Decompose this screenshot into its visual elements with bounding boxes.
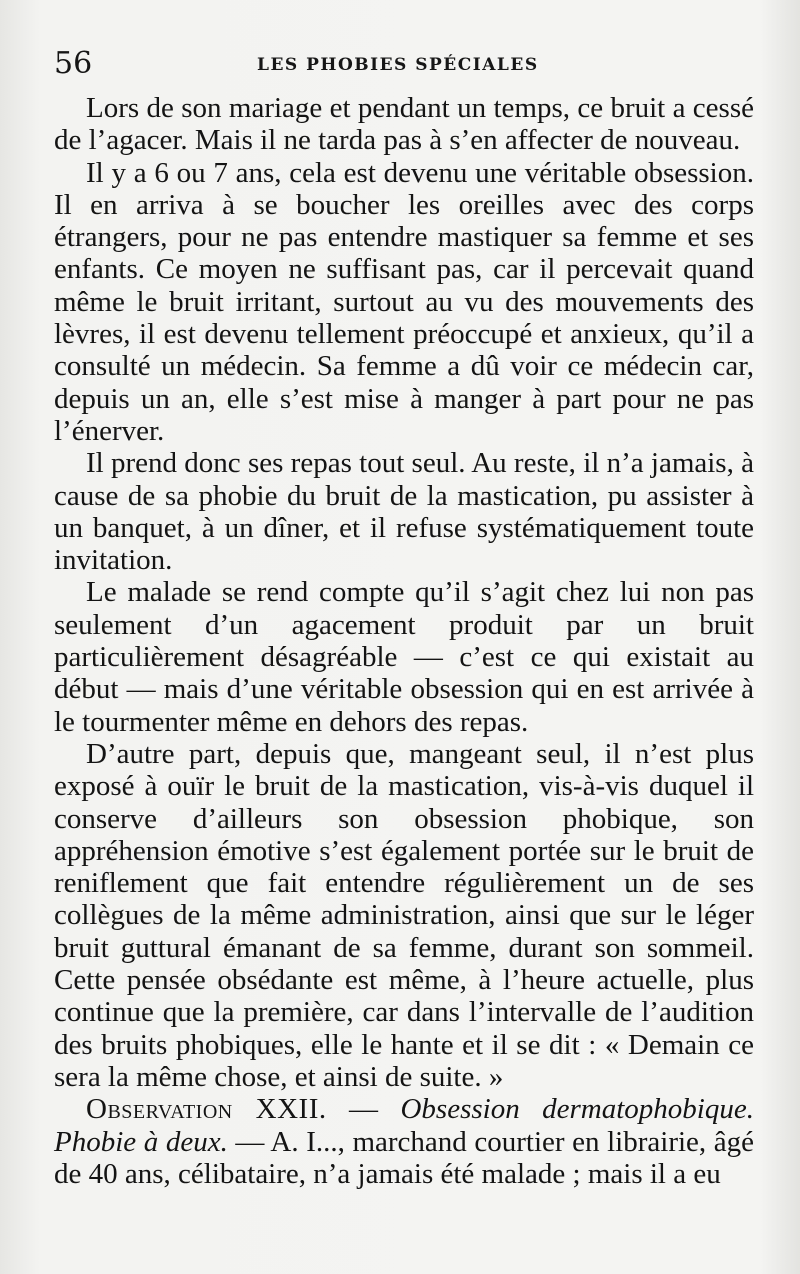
paragraph: Le malade se rend compte qu’il s’agit chez lui non pas seulement d’un agacement produit par un bruit particulièrement désagréable — c’est ce qui existait au début — mais d’une véritable obsession qui en est arrivée à le tourmenter même en dehors des repas. xyxy=(54,576,754,738)
paragraph: D’autre part, depuis que, mangeant seul, il n’est plus exposé à ouïr le bruit de la mastication, vis-à-vis duquel il conserve d’ailleurs son obsession phobique, son appréhension émotive s’est également portée sur le bruit de reniflement que fait entendre régulièrement un de ses collègues de la même administration, ainsi que sur le léger bruit guttural émanant de sa femme, durant son sommeil. Cette pensée obsédante est même, à l’heure actuelle, plus continue que la première, car dans l’intervalle de l’audition des bruits phobiques, elle le hante et il se dit : « Demain ce sera la même chose, et ainsi de suite. » xyxy=(54,737,754,1093)
observation-dash: — xyxy=(326,1093,401,1126)
page-number: 56 xyxy=(54,46,93,81)
running-head xyxy=(54,46,754,82)
observation-label: Observation XXII. xyxy=(86,1093,327,1126)
body-text xyxy=(54,92,754,1190)
observation-text: — A. I..., marchand courtier en librairie, âgé de 40 ans, célibataire, n’a jamais été malade ; mais il a eu xyxy=(54,1125,754,1190)
observation-title: Obsession dermatophobique. Phobie à deux. xyxy=(54,1093,754,1158)
running-title: LES PHOBIES SPÉCIALES xyxy=(257,55,539,75)
paragraph: Il y a 6 ou 7 ans, cela est devenu une véritable obsession. Il en arriva à se boucher les oreilles avec des corps étrangers, pour ne pas entendre mastiquer sa femme et ses enfants. Ce moyen ne suffisant pas, car il percevait quand même le bruit irritant, surtout au vu des mouvements des lèvres, il est devenu tellement préoccupé et anxieux, qu’il a consulté un médecin. Sa femme a dû voir ce médecin car, depuis un an, elle s’est mise à manger à part pour ne pas l’énerver. xyxy=(54,156,754,447)
paragraph: Il prend donc ses repas tout seul. Au reste, il n’a jamais, à cause de sa phobie du bruit de la mastication, pu assister à un banquet, à un dîner, et il refuse systématiquement toute invitation. xyxy=(54,447,754,577)
observation-paragraph xyxy=(54,1093,754,1190)
paragraph: Lors de son mariage et pendant un temps, ce bruit a cessé de l’agacer. Mais il ne tarda pas à s’en affecter de nouveau. xyxy=(54,92,754,157)
